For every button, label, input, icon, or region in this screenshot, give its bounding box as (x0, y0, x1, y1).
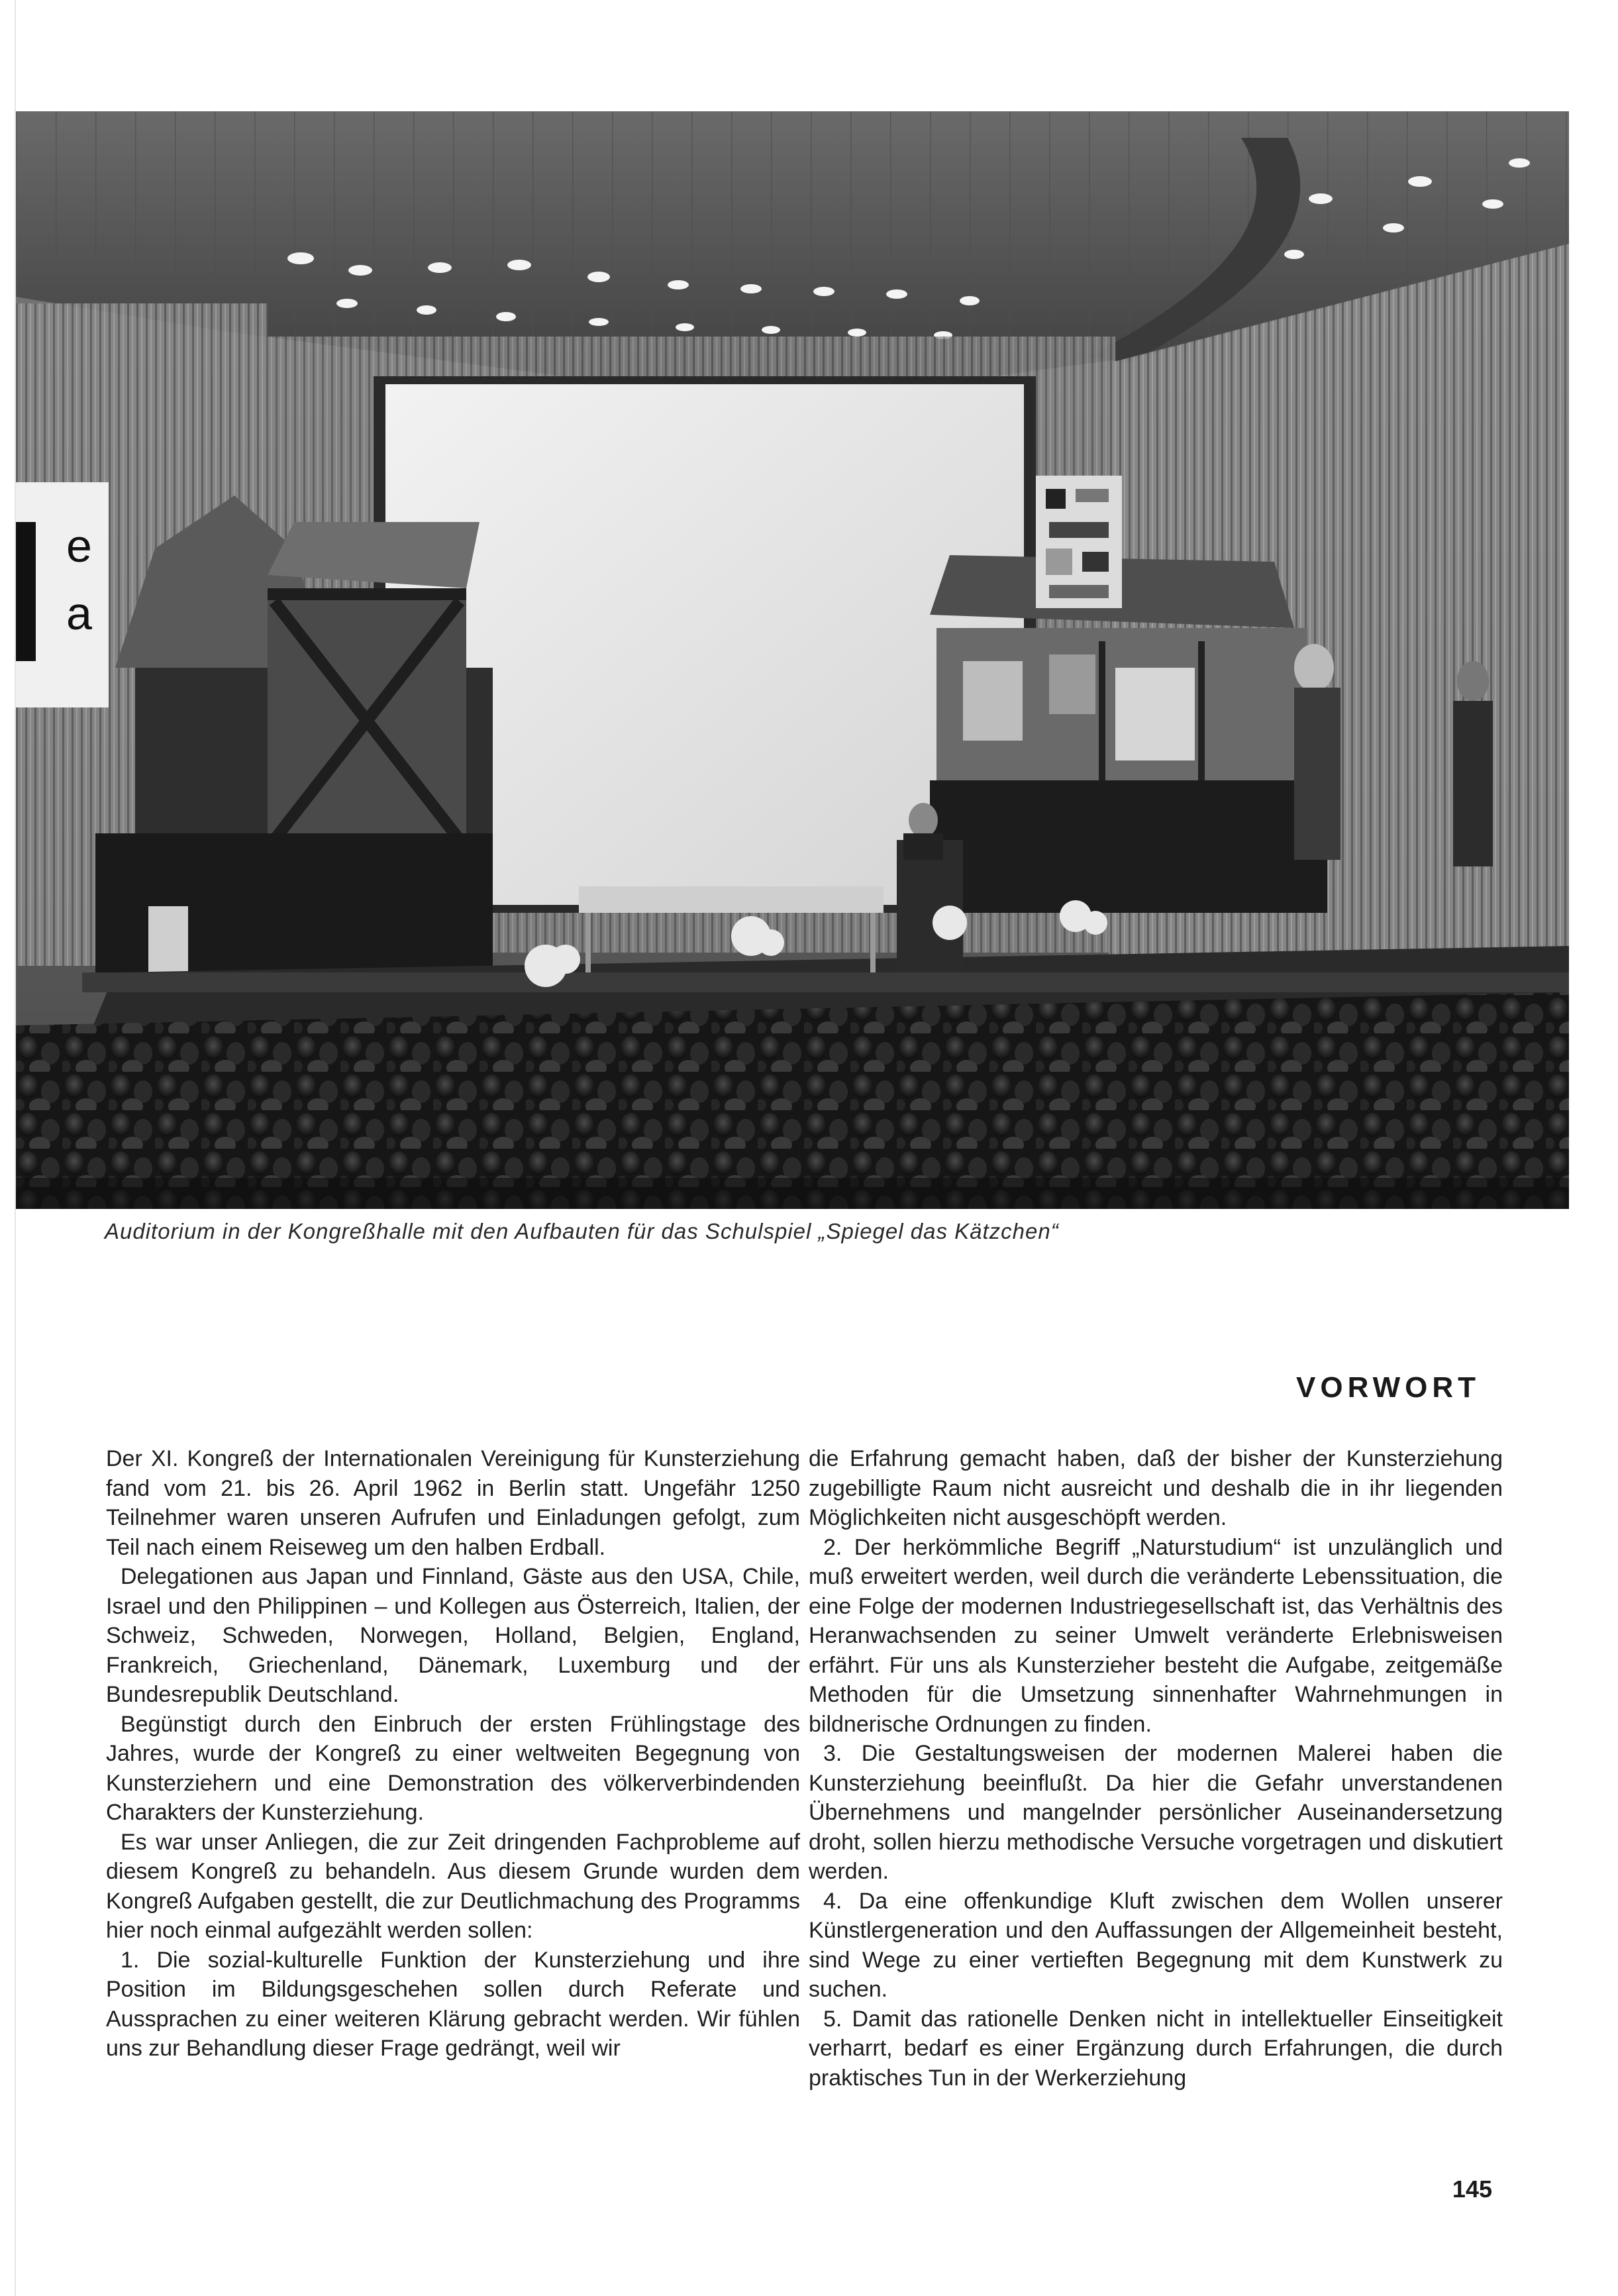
paragraph: 4. Da eine offenkundige Kluft zwischen dem Wollen unserer Künstlergeneration und den Auffassungen der Allgemeinheit besteht, sind Wege zu einer vertieften Begegnung mit dem Kunstwerk zu suchen. (809, 1888, 1503, 2002)
paragraph: die Erfahrung gemacht haben, daß der bisher der Kunsterziehung zugebilligte Raum nicht ausreicht und deshalb die in ihr liegenden Möglichkeiten nicht ausgeschöpft werden. (809, 1446, 1503, 1530)
page-number: 145 (1452, 2175, 1492, 2203)
paragraph: 5. Damit das rationelle Denken nicht in intellektueller Einseitigkeit verharrt, bedarf es einer Ergänzung durch Erfahrungen, die durch praktisches Tun in der Werkerziehung (809, 2006, 1503, 2091)
stage-set-left (95, 496, 493, 1025)
sign-letter-e: e (66, 520, 92, 572)
paragraph: Delegationen aus Japan und Finnland, Gäste aus den USA, Chile, Israel und den Philippinen – und Kollegen aus Österreich, Italien, der Schweiz, Schweden, Norwegen, Holland, Belgien, England, Frankreich, Griechenland, Dänemark, Luxemburg und der Bundesrepublik Deutschland. (106, 1564, 800, 1707)
right-column (809, 1444, 1503, 2093)
left-column (106, 1444, 800, 2063)
auditorium-photo (16, 111, 1569, 1209)
paragraph: Begünstigt durch den Einbruch der ersten Frühlingstage des Jahres, wurde der Kongreß zu einer weltweiten Begegnung von Kunsterziehern und eine Demonstration des völkerverbindenden Charakters der Kunsterziehung. (106, 1711, 800, 1825)
sign-letter-a: a (66, 588, 92, 639)
paragraph: 3. Die Gestaltungsweisen der modernen Malerei haben die Kunsterziehung beeinflußt. Da hier die Gefahr unverstandenen Übernehmens und mangelnder persönlicher Auseinandersetzung droht, sollen hierzu methodische Versuche vorgetragen und diskutiert werden. (809, 1741, 1503, 1884)
section-title: VORWORT (1296, 1371, 1480, 1404)
paragraph: 1. Die sozial-kulturelle Funktion der Kunsterziehung und ihre Position im Bildungsgeschehen sollen durch Referate und Aussprachen zu einer weiteren Klärung gebracht werden. Wir fühlen uns zur Behandlung dieser Frage gedrängt, weil wir (106, 1947, 800, 2061)
photo-caption: Auditorium in der Kongreßhalle mit den Aufbauten für das Schulspiel „Spiegel das Kätzchen“ (105, 1219, 1059, 1243)
paragraph: Es war unser Anliegen, die zur Zeit dringenden Fachprobleme auf diesem Kongreß zu behandeln. Aus diesem Grunde wurden dem Kongreß Aufgaben gestellt, die zur Deutlichmachung des Programms hier noch einmal aufgezählt werden sollen: (106, 1829, 800, 1943)
paragraph: 2. Der herkömmliche Begriff „Naturstudium“ ist unzulänglich und muß erweitert werden, weil durch die veränderte Lebenssituation, die eine Folge der modernen Industriegesellschaft ist, das Verhältnis des Heranwachsenden zu seiner Umwelt veränderte Erlebnisweisen erfährt. Für uns als Kunsterzieher besteht die Aufgabe, zeitgemäße Methoden für die Umsetzung sinnenhafter Wahrnehmungen in bildnerische Ordnungen zu finden. (809, 1534, 1503, 1737)
paragraph: Der XI. Kongreß der Internationalen Vereinigung für Kunsterziehung fand vom 21. bis 26. April 1962 in Berlin statt. Ungefähr 1250 Teilnehmer waren unseren Aufrufen und Einladungen gefolgt, zum Teil nach einem Reiseweg um den halben Erdball. (106, 1446, 800, 1560)
